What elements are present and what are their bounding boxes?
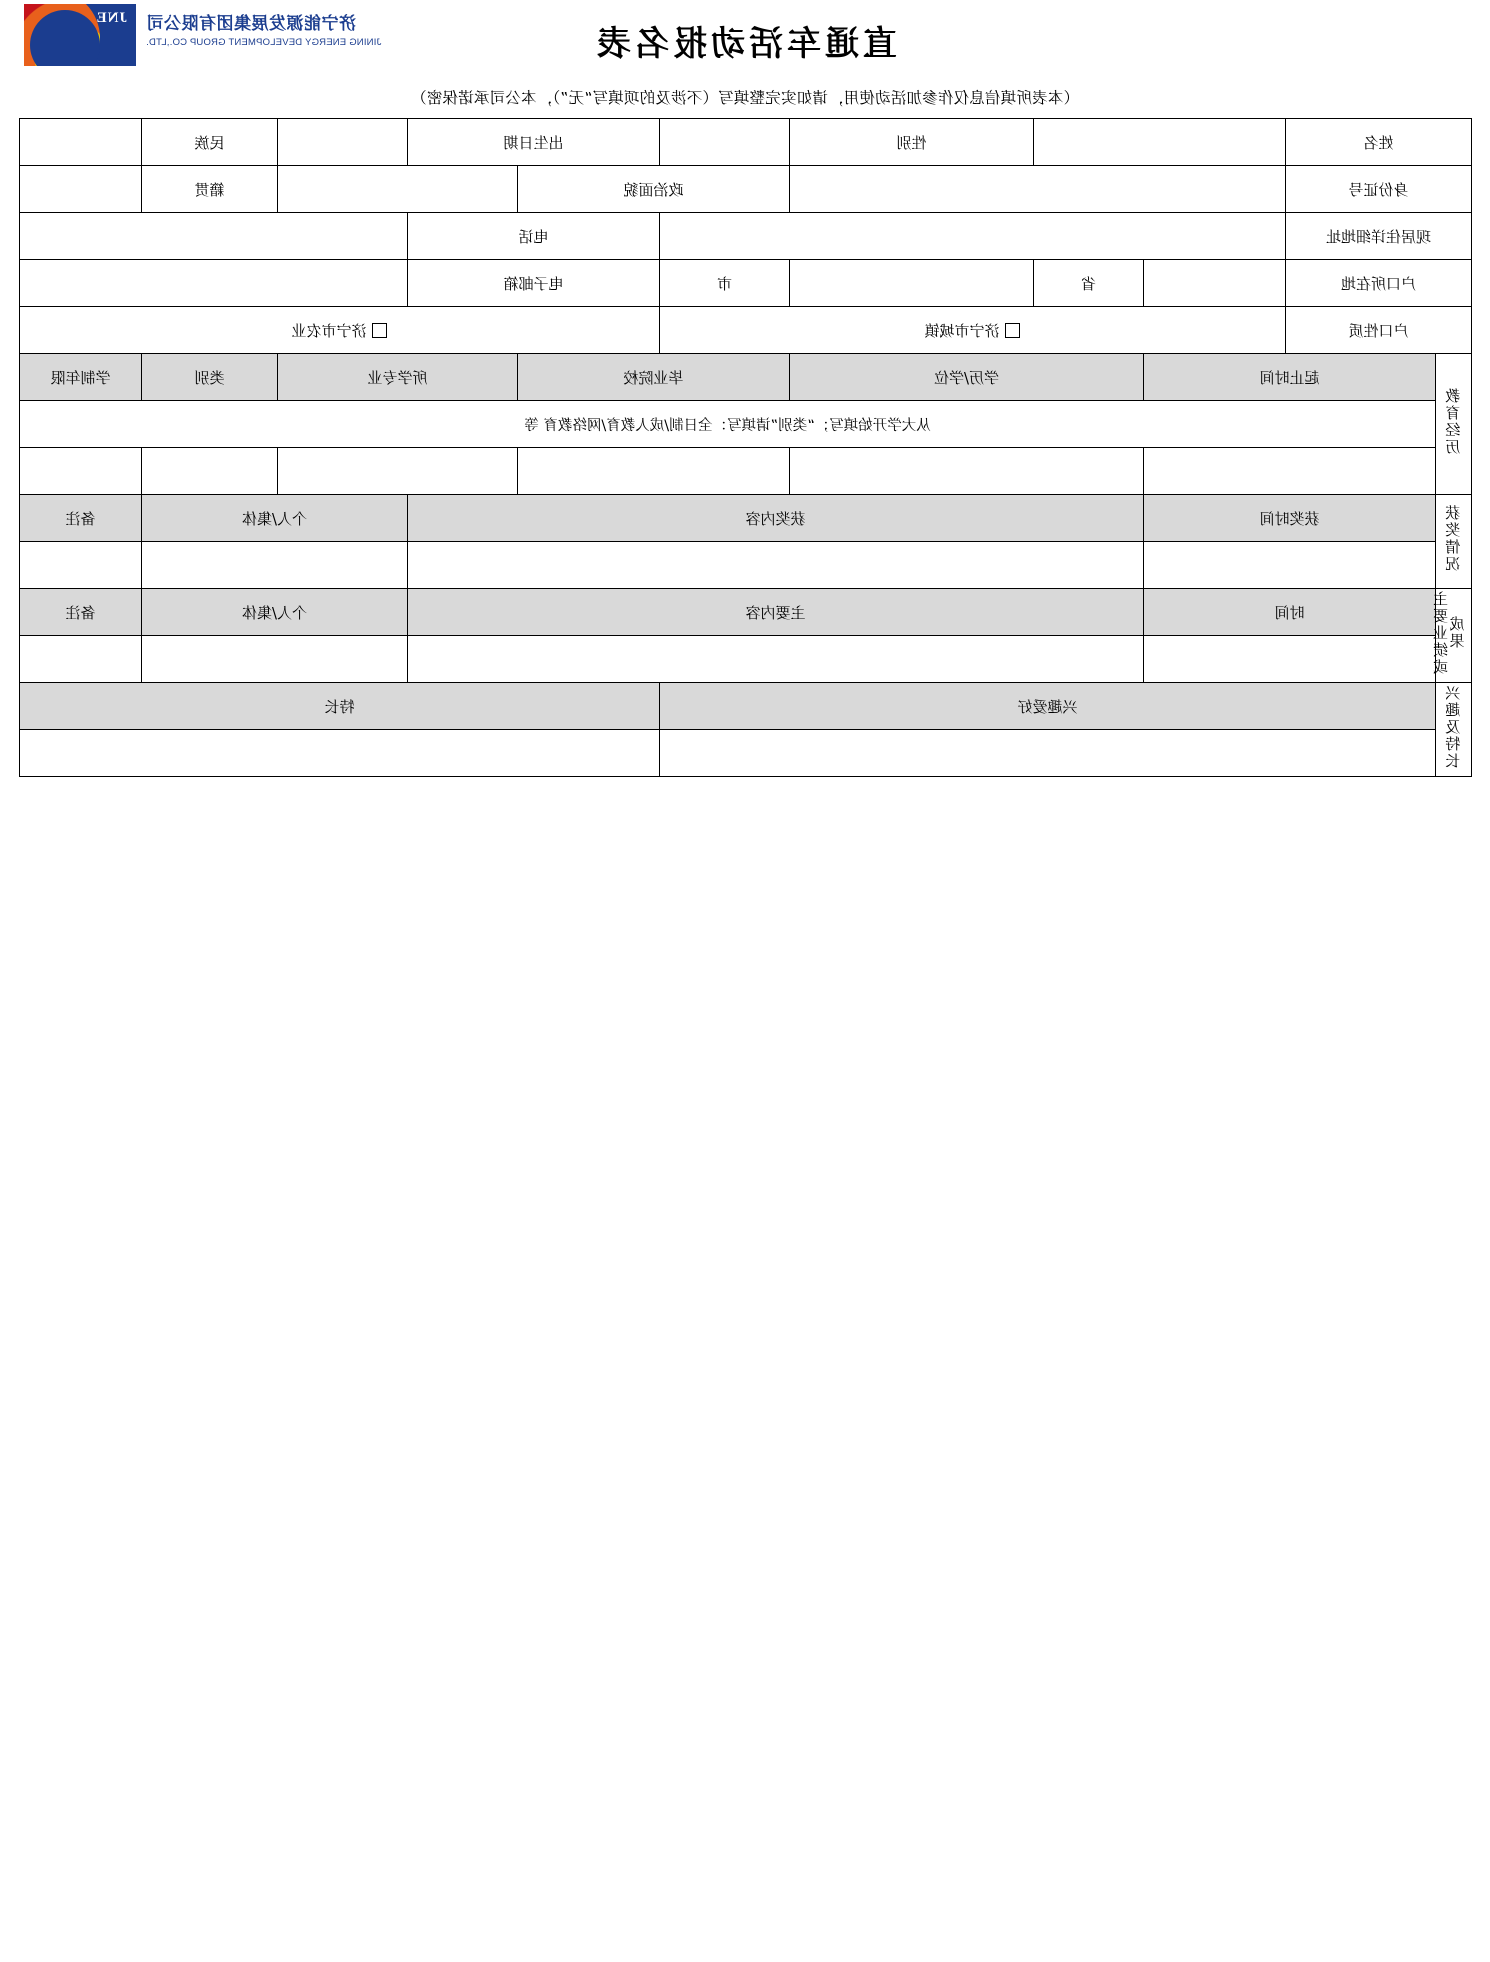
checkbox-urban-icon[interactable] bbox=[1006, 323, 1021, 338]
col-education-type: 类别 bbox=[141, 354, 277, 401]
value-birth-date[interactable] bbox=[277, 119, 407, 166]
col-achievement-remark: 备注 bbox=[19, 589, 141, 636]
value-award-remark[interactable] bbox=[19, 542, 141, 589]
logo-abbrev: JNE bbox=[95, 10, 127, 26]
label-province: 省 bbox=[1033, 260, 1143, 307]
value-achievement-person[interactable] bbox=[141, 636, 407, 683]
table-row-education-body bbox=[19, 448, 1471, 495]
col-education-degree: 学历/学位 bbox=[789, 354, 1143, 401]
table-row-specialty-header bbox=[19, 683, 1471, 730]
value-achievement-time[interactable] bbox=[1143, 636, 1435, 683]
value-current-address[interactable] bbox=[659, 213, 1285, 260]
table-row-achievements-header bbox=[19, 589, 1471, 636]
value-award-time[interactable] bbox=[1143, 542, 1435, 589]
hukou-option-urban[interactable] bbox=[659, 307, 1285, 354]
section-label-achievements: 主要业绩或成果 bbox=[1436, 589, 1472, 683]
label-hukou-nature: 户口性质 bbox=[1285, 307, 1471, 354]
value-hobbies[interactable] bbox=[659, 730, 1435, 777]
table-row-awards-body bbox=[19, 542, 1471, 589]
section-label-education: 教育经历 bbox=[1436, 354, 1472, 495]
form-notice: （本表所填信息仅作参加活动使用，请如实完整填写（不涉及的项填写“无”），本公司承诺保密） bbox=[410, 89, 1080, 107]
label-id-number: 身份证号 bbox=[1285, 166, 1471, 213]
label-nation: 民族 bbox=[141, 119, 277, 166]
value-award-content[interactable] bbox=[407, 542, 1143, 589]
value-political-status[interactable] bbox=[277, 166, 517, 213]
label-city: 市 bbox=[659, 260, 789, 307]
company-name-en: JINING ENERGY DEVELOPMENT GROUP CO.,LTD. bbox=[146, 37, 382, 49]
value-award-person[interactable] bbox=[141, 542, 407, 589]
table-row-basic-2 bbox=[19, 166, 1471, 213]
page-title: 直通车活动报名表 bbox=[593, 24, 897, 64]
col-strengths: 特长 bbox=[19, 683, 659, 730]
value-education-major[interactable] bbox=[277, 448, 517, 495]
value-achievement-content[interactable] bbox=[407, 636, 1143, 683]
col-education-school: 毕业院校 bbox=[517, 354, 789, 401]
col-education-years: 学制年限 bbox=[19, 354, 141, 401]
value-native-place[interactable] bbox=[19, 166, 141, 213]
col-award-person: 个人/集体 bbox=[141, 495, 407, 542]
label-gender: 性别 bbox=[789, 119, 1033, 166]
value-education-years[interactable] bbox=[19, 448, 141, 495]
col-achievement-person: 个人/集体 bbox=[141, 589, 407, 636]
value-education-period[interactable] bbox=[1143, 448, 1435, 495]
section-label-awards: 获奖情况 bbox=[1436, 495, 1472, 589]
value-nation[interactable] bbox=[19, 119, 141, 166]
value-name[interactable] bbox=[1033, 119, 1285, 166]
table-row-basic-4 bbox=[19, 260, 1471, 307]
col-education-period: 起止时间 bbox=[1143, 354, 1435, 401]
label-email: 电子邮箱 bbox=[407, 260, 659, 307]
col-award-remark: 备注 bbox=[19, 495, 141, 542]
value-achievement-remark[interactable] bbox=[19, 636, 141, 683]
col-award-content: 获奖内容 bbox=[407, 495, 1143, 542]
hukou-option-rural-label: 济宁市农业 bbox=[291, 321, 367, 340]
value-education-type[interactable] bbox=[141, 448, 277, 495]
value-education-school[interactable] bbox=[517, 448, 789, 495]
value-id-number[interactable] bbox=[789, 166, 1285, 213]
table-row-specialty-body bbox=[19, 730, 1471, 777]
label-political-status: 政治面貌 bbox=[517, 166, 789, 213]
table-row-achievements-body bbox=[19, 636, 1471, 683]
col-achievement-content: 主要内容 bbox=[407, 589, 1143, 636]
col-education-major: 所学专业 bbox=[277, 354, 517, 401]
education-note: 从大学开始填写；“类别”请填写：全日制/成人教育/网络教育 等 bbox=[19, 401, 1435, 448]
company-name-cn: 济宁能源发展集团有限公司 bbox=[146, 14, 356, 34]
table-row-awards-header bbox=[19, 495, 1471, 542]
hukou-option-rural[interactable] bbox=[19, 307, 659, 354]
table-row-education-header bbox=[19, 354, 1471, 401]
value-education-degree[interactable] bbox=[789, 448, 1143, 495]
label-native-place: 籍贯 bbox=[141, 166, 277, 213]
table-row-basic-1 bbox=[19, 119, 1471, 166]
col-achievement-time: 时间 bbox=[1143, 589, 1435, 636]
value-gender[interactable] bbox=[659, 119, 789, 166]
checkbox-rural-icon[interactable] bbox=[372, 323, 387, 338]
value-hukou-province-input[interactable] bbox=[1143, 260, 1285, 307]
table-row-basic-3 bbox=[19, 213, 1471, 260]
value-phone[interactable] bbox=[19, 213, 407, 260]
label-hukou-location: 户口所在地 bbox=[1285, 260, 1471, 307]
label-current-address: 现居住详细地址 bbox=[1285, 213, 1471, 260]
value-hukou-city-input[interactable] bbox=[789, 260, 1033, 307]
table-row-education-note bbox=[19, 401, 1471, 448]
value-email[interactable] bbox=[19, 260, 407, 307]
hukou-option-urban-label: 济宁市城镇 bbox=[924, 321, 1000, 340]
table-row-basic-5 bbox=[19, 307, 1471, 354]
col-award-time: 获奖时间 bbox=[1143, 495, 1435, 542]
label-phone: 电话 bbox=[407, 213, 659, 260]
value-strengths[interactable] bbox=[19, 730, 659, 777]
col-hobbies: 兴趣爱好 bbox=[659, 683, 1435, 730]
label-name: 姓名 bbox=[1285, 119, 1471, 166]
label-birth-date: 出生日期 bbox=[407, 119, 659, 166]
registration-form-table bbox=[19, 118, 1472, 777]
document-header bbox=[18, 0, 1472, 78]
section-label-specialty: 兴趣及特长 bbox=[1436, 683, 1472, 777]
